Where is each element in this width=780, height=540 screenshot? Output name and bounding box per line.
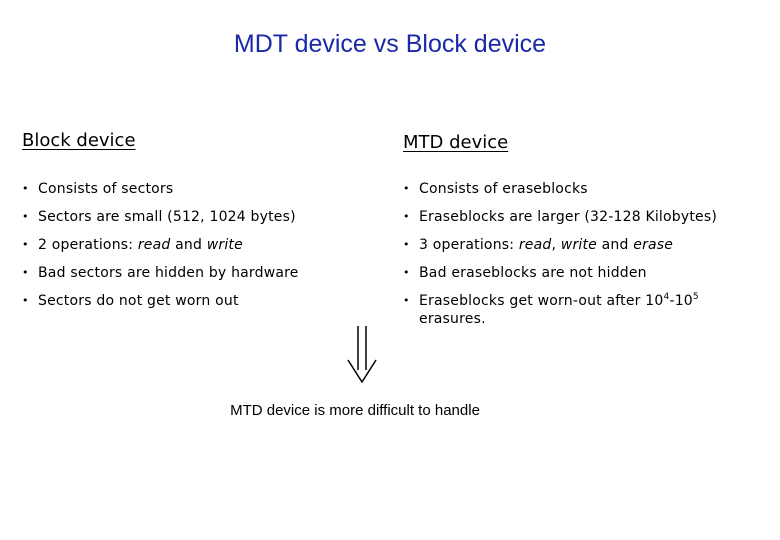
bullet-icon: • <box>403 266 410 279</box>
list-item: • 3 operations: read, write and erase <box>403 237 674 253</box>
list-item: • Bad sectors are hidden by hardware <box>22 265 299 281</box>
list-item: • Sectors do not get worn out <box>22 293 239 309</box>
bullet-icon: • <box>22 294 29 307</box>
list-item: • Sectors are small (512, 1024 bytes) <box>22 209 296 225</box>
list-item: • Eraseblocks get worn-out after $10^4-10^5$ erasures. <box>403 292 699 327</box>
list-item: • Consists of sectors <box>22 181 174 197</box>
bullet-icon: • <box>403 210 410 223</box>
bullet-icon: • <box>22 238 29 251</box>
bullet-icon: • <box>403 182 410 195</box>
list-item: • Eraseblocks are larger (32-128 Kilobytes) <box>403 209 718 225</box>
bullet-icon: • <box>403 238 410 251</box>
list-item: • Bad eraseblocks are not hidden <box>403 265 647 281</box>
block-device-list <box>22 180 362 320</box>
bullet-icon: • <box>22 210 29 223</box>
slide-title: MDT device vs Block device <box>233 30 547 58</box>
block-device-heading: Block device <box>22 130 136 151</box>
mtd-device-heading: MTD device <box>403 132 509 153</box>
double-down-arrow-icon <box>344 326 380 384</box>
mtd-device-list <box>403 180 763 338</box>
bullet-icon: • <box>22 182 29 195</box>
bullet-icon: • <box>403 294 410 307</box>
conclusion-text: MTD device is more difficult to handle <box>230 402 480 419</box>
list-item: • Consists of eraseblocks <box>403 181 588 197</box>
list-item: • 2 operations: read and write <box>22 237 243 253</box>
bullet-icon: • <box>22 266 29 279</box>
